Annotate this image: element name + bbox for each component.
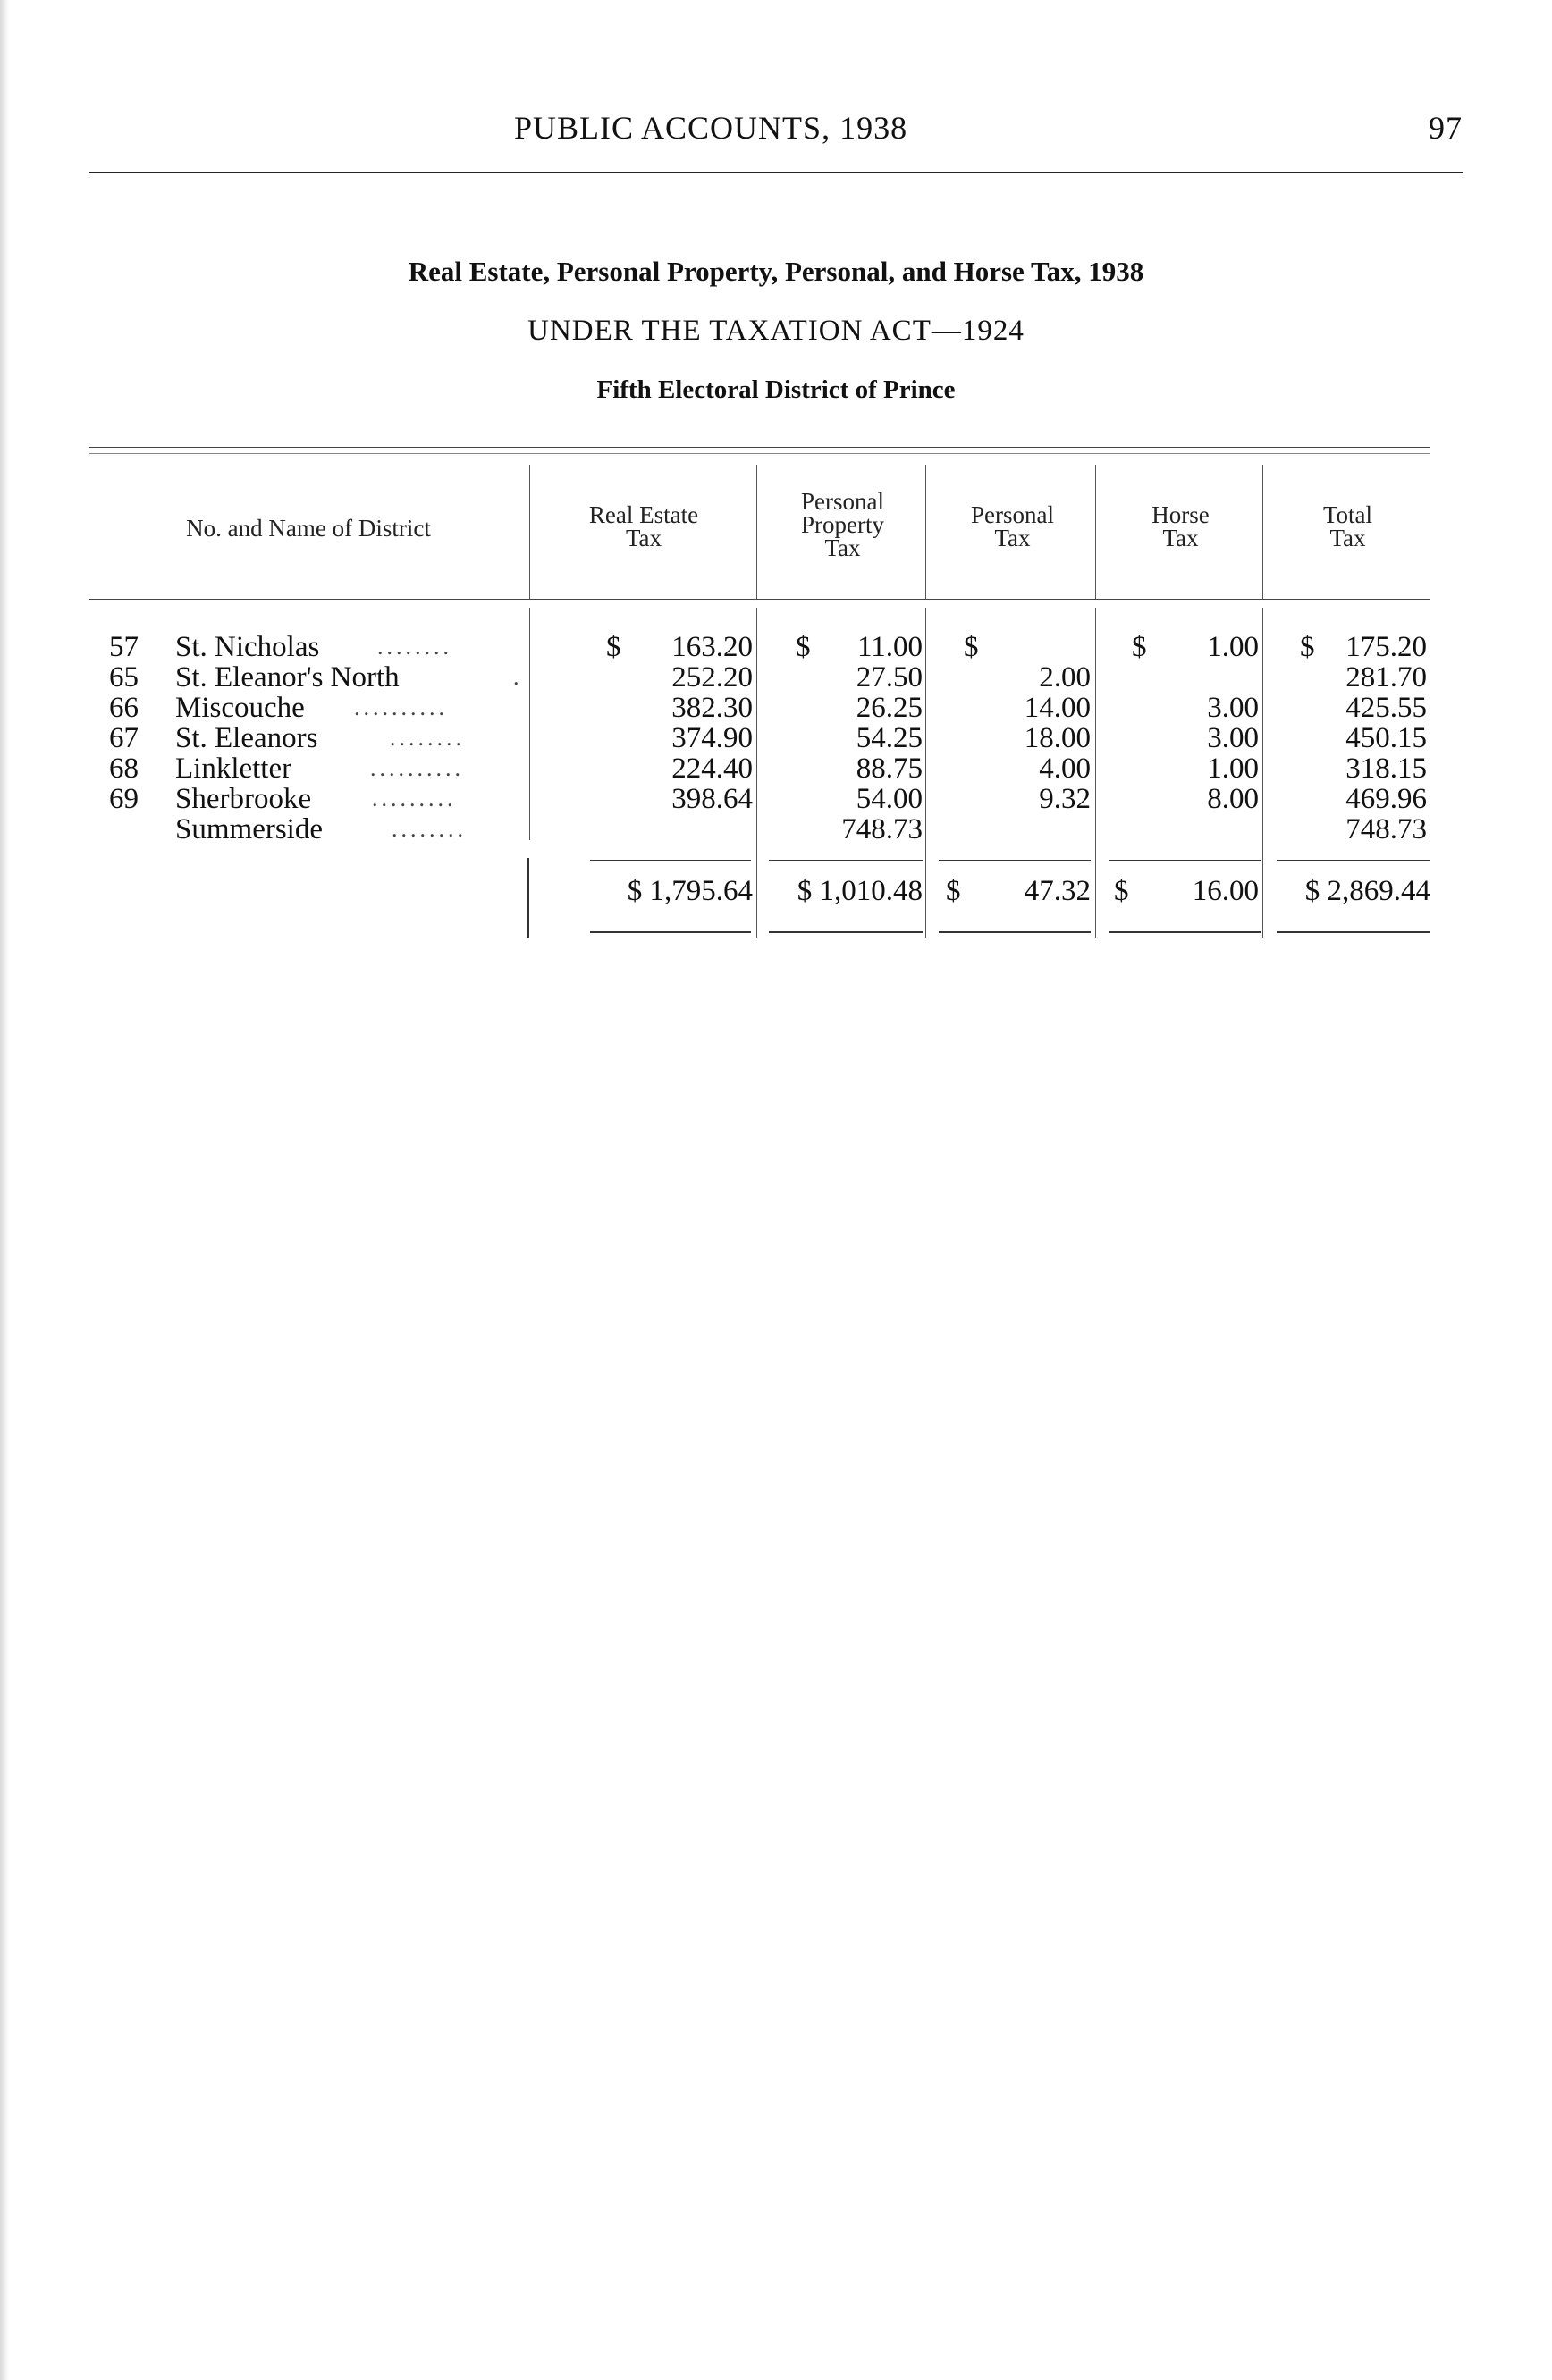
column-header-text: Real Estate	[588, 501, 699, 528]
column-divider	[925, 465, 926, 599]
column-header-text: Property	[801, 511, 884, 538]
total-tax: 318.15	[1345, 753, 1427, 785]
personal-tax: 18.00	[1024, 722, 1091, 754]
dot-leader: ..........	[370, 755, 464, 781]
personal-property-tax: 54.00	[856, 783, 923, 815]
real-estate-tax: 252.20	[671, 661, 753, 694]
district-number: 68	[109, 753, 139, 785]
column-header-text: Tax	[1329, 525, 1366, 551]
horse-tax: 3.00	[1207, 692, 1259, 724]
column-header-text: Total	[1322, 501, 1373, 528]
real-estate-tax: 374.90	[671, 722, 753, 754]
column-header-text: No. and Name of District	[186, 515, 431, 542]
personal-property-tax: 27.50	[856, 661, 923, 694]
district-name: Miscouche	[175, 692, 305, 724]
total-tax: 425.55	[1345, 692, 1427, 724]
personal-property-tax: 748.73	[841, 813, 923, 845]
dot-leader: .	[513, 664, 523, 690]
dot-leader: ........	[390, 725, 465, 751]
sum-rule	[1109, 860, 1261, 861]
act-subtitle: UNDER THE TAXATION ACT—1924	[527, 315, 1025, 347]
table-top-rule-secondary	[89, 453, 1430, 454]
personal-tax: 4.00	[1039, 753, 1091, 785]
total-tax: 175.20	[1345, 631, 1427, 663]
table-title: Real Estate, Personal Property, Personal, and Horse Tax, 1938	[408, 256, 1144, 287]
horse-tax: 3.00	[1207, 722, 1259, 754]
dollar-sign: $	[1300, 631, 1315, 663]
total-tax: 748.73	[1345, 813, 1427, 845]
total-tax: 469.96	[1345, 783, 1427, 815]
district-number: 69	[109, 783, 139, 815]
horse-tax: 1.00	[1207, 631, 1259, 663]
table-row	[0, 812, 1552, 847]
district-name: Summerside	[175, 813, 323, 845]
page-number: 97	[1429, 110, 1463, 146]
district-name: Linkletter	[175, 753, 292, 785]
dot-leader: ........	[392, 816, 467, 842]
column-divider	[756, 465, 757, 599]
sum-rule	[939, 860, 1091, 861]
bottom-rule	[1277, 931, 1430, 933]
column-header-text: Personal	[971, 501, 1054, 528]
grand-total: $ 2,869.44	[1304, 875, 1430, 907]
page-edge-shadow	[0, 0, 9, 2380]
column-header-text: Tax	[1162, 525, 1199, 551]
dollar-sign: $	[964, 631, 979, 663]
column-header-text: Tax	[824, 534, 861, 561]
personal-property-tax: 54.25	[856, 722, 923, 754]
sum-rule	[1277, 860, 1430, 861]
total-tax: 281.70	[1345, 661, 1427, 694]
column-divider	[1095, 465, 1096, 599]
column-header-personal-property	[760, 490, 925, 559]
column-header-total	[1265, 503, 1430, 550]
column-header-real-estate	[536, 503, 751, 550]
district-subtitle: Fifth Electoral District of Prince	[596, 375, 956, 404]
real-estate-tax: 382.30	[671, 692, 753, 724]
real-estate-tax: 398.64	[671, 783, 753, 815]
dot-leader: ..........	[354, 694, 448, 720]
dollar-sign: $	[796, 631, 811, 663]
horse-tax: 1.00	[1207, 753, 1259, 785]
district-number: 67	[109, 722, 139, 754]
personal-total: 47.32	[1024, 875, 1091, 907]
personal-property-tax: 88.75	[856, 753, 923, 785]
dot-leader: ........	[377, 634, 452, 660]
bottom-rule	[939, 931, 1091, 933]
dollar-sign: $	[606, 631, 621, 663]
dollar-sign: $	[946, 875, 961, 907]
personal-tax: 2.00	[1039, 661, 1091, 694]
personal-tax: 9.32	[1039, 783, 1091, 815]
district-number: 57	[109, 631, 139, 663]
sum-rule	[769, 860, 923, 861]
dollar-sign: $	[1132, 631, 1147, 663]
district-number: 65	[109, 661, 139, 694]
totals-row	[0, 873, 1552, 909]
header-rule	[89, 172, 1463, 173]
bottom-rule	[769, 931, 923, 933]
running-head-title: PUBLIC ACCOUNTS, 1938	[514, 110, 908, 146]
column-header-district	[89, 517, 527, 540]
bottom-rule	[590, 931, 751, 933]
sum-rule	[590, 860, 751, 861]
column-header-text: Horse	[1151, 501, 1210, 528]
district-name: St. Eleanors	[175, 722, 318, 754]
dot-leader: .........	[372, 786, 457, 812]
district-name: St. Eleanor's North	[175, 661, 400, 694]
horse-total: 16.00	[1192, 875, 1259, 907]
column-divider	[529, 465, 530, 599]
column-header-personal	[930, 503, 1095, 550]
horse-tax: 8.00	[1207, 783, 1259, 815]
column-header-text: Tax	[625, 525, 662, 551]
real-estate-tax: 163.20	[671, 631, 753, 663]
dollar-sign: $	[1114, 875, 1129, 907]
personal-property-tax: 26.25	[856, 692, 923, 724]
column-header-horse	[1098, 503, 1263, 550]
district-name: Sherbrooke	[175, 783, 312, 815]
table-top-rule	[89, 447, 1430, 448]
district-number: 66	[109, 692, 139, 724]
district-name: St. Nicholas	[175, 631, 320, 663]
header-bottom-rule	[89, 599, 1430, 600]
personal-property-tax: 11.00	[856, 631, 923, 663]
bottom-rule	[1109, 931, 1261, 933]
total-tax: 450.15	[1345, 722, 1427, 754]
real-estate-total: $ 1,795.64	[627, 875, 753, 907]
column-header-text: Tax	[994, 525, 1031, 551]
personal-property-total: $ 1,010.48	[797, 875, 923, 907]
column-header-text: Personal	[801, 488, 884, 515]
personal-tax: 14.00	[1024, 692, 1091, 724]
real-estate-tax: 224.40	[671, 753, 753, 785]
